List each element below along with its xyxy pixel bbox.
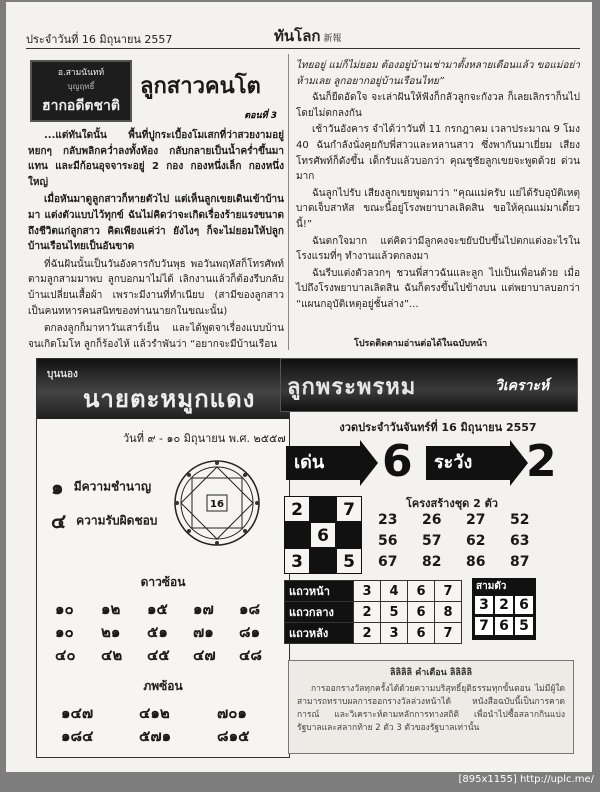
- summary-row: [285, 581, 462, 602]
- three-digit-number: ๘๑๕: [217, 727, 250, 745]
- continue-note: โปรดติดตามอ่านต่อได้ในฉบับหน้า: [354, 339, 488, 349]
- summary-value: 6: [408, 623, 435, 644]
- summary-value: 3: [354, 581, 381, 602]
- right-banner-title: ลูกพระพรหม: [287, 375, 417, 400]
- row-summary-table: [284, 580, 462, 644]
- left-banner-title: นายตะหมูกแดง: [83, 385, 256, 413]
- left-banner: [37, 359, 289, 419]
- summary-value: 2: [354, 602, 381, 623]
- feature-item: [51, 471, 151, 503]
- summary-row: [285, 602, 462, 623]
- pair-number: 23: [378, 512, 398, 528]
- image-footer: [895x1155] http://uplc.me/: [458, 774, 594, 785]
- two-digit-number: ๔๕: [147, 646, 170, 664]
- three-digit-cell: 7: [475, 617, 493, 635]
- episode-label: ตอนที่ 3: [244, 111, 277, 121]
- right-banner: [280, 358, 578, 412]
- two-digit-number: ๕๑: [147, 623, 168, 641]
- newspaper-page: [6, 2, 592, 772]
- watch-number: 2: [526, 436, 557, 487]
- three-digit-title: ภพซ้อน: [143, 679, 183, 693]
- three-digit-cell: 6: [515, 596, 533, 614]
- two-digit-number: ๗๑: [193, 623, 214, 641]
- warning-body: การออกรางวัลทุกครั้งได้ด้วยความบริสุทธิ์ยุติธรรมทุกขั้นตอน ไม่มีผู้ใดสามารถทราบผลการออกรางวัลล่วงหน้าได้ หนังสือฉบับนี้เป็นการคาดการณ์ และวิเคราะห์ตามหลักการทางสถิติ เพื่อนำไปซื้อสลากกินแบ่งรัฐบาลและสลากท้าย 2 ตัว 3 ตัวของรัฐบาลเท่านั้น: [297, 684, 565, 733]
- issue-date: ประจำวันที่ 16 มิถุนายน 2557: [26, 33, 173, 46]
- warning-note: [288, 660, 574, 754]
- pair-number: 27: [466, 512, 486, 528]
- right-banner-subtitle: วิเคราะห์: [495, 378, 550, 394]
- summary-value: 7: [435, 623, 462, 644]
- summary-value: 5: [381, 602, 408, 623]
- left-box-date: วันที่ ๙ - ๑๐ มิถุนายน พ.ศ. ๒๕๕๗: [123, 432, 286, 445]
- lead-arrow: [286, 446, 360, 480]
- three-digit-cell: 6: [495, 617, 513, 635]
- pair-number: 63: [510, 533, 530, 549]
- grid-cell: [310, 496, 336, 522]
- summary-value: 3: [381, 623, 408, 644]
- feature-text: มีความชำนาญ: [73, 479, 152, 494]
- pair-number: 56: [378, 533, 398, 549]
- three-digit-label: สามตัว: [476, 581, 507, 592]
- grid-cell: 7: [336, 496, 362, 522]
- pair-number: 67: [378, 554, 398, 570]
- story-paragraph: ไทยอยู่ แม่ก็ไม่ยอม ต้องอยู่บ้านเช่ามาตั้งหลายเดือนแล้ว ขอแม่อย่าห้ามเลย ลูกอยากอยู่บ้านเรือนไทย”: [296, 60, 580, 87]
- two-digit-number: ๒๑: [101, 623, 121, 641]
- paper-logo: [274, 24, 342, 48]
- feature-number: ๑: [51, 475, 64, 499]
- story-paragraph: ตกลงลูกก็มาหาวันเสาร์เย็น และได้พูดจาเรื่องแบบบ้านจนเกิดโมโห ลูกก็ร้องไห้ แล้วรำพันว่า “อยากจะมีบ้านเรือน: [28, 323, 284, 350]
- pair-number: 26: [422, 512, 442, 528]
- three-digit-number: ๑๔๗: [61, 704, 94, 722]
- summary-value: 8: [435, 602, 462, 623]
- summary-value: 6: [408, 602, 435, 623]
- story-left-column: [28, 128, 284, 354]
- story-paragraph: ...แต่ทันใดนั้น พื้นที่ปูกระเบื้องโมเสกที่ว่าสวยงามอยู่หยกๆ กลับพลิกคว่ำลงทั้งห้อง กลับกลายเป็นน้ำคร่ำขึ้นมาแทน และมีก้อนอุจจาระอยู่ 2 กอง กองหนึ่งเล็ก กองหนึ่งใหญ่: [28, 130, 284, 188]
- story-paragraph: ฉันลูกไปรับ เสียงลูกเขยพูดมาว่า “คุณแม่ครับ แย่ได้รับอุบัติเหตุบาดเจ็บสาหัส ขณะนี้อยู่โรงพยาบาลเลิดสิน ขอให้คุณแม่มาเดี๋ยวนี้!”: [296, 187, 580, 230]
- story-header: [28, 58, 283, 126]
- pair-number: 87: [510, 554, 530, 570]
- lead-number: 6: [382, 436, 413, 487]
- grid-cell: 2: [284, 496, 310, 522]
- three-digit-cell: 3: [475, 596, 493, 614]
- feature-text: ความรับผิดชอบ: [76, 513, 158, 528]
- two-digit-number: ๔๒: [101, 646, 123, 664]
- two-digit-number: ๑๐: [55, 600, 74, 618]
- story-title: ลูกสาวคนโต: [140, 74, 261, 99]
- three-digit-number: ๕๗๑: [139, 727, 172, 745]
- two-digit-number: ๔๘: [239, 646, 262, 664]
- pair-number: 82: [422, 554, 442, 570]
- column-tag: [30, 60, 132, 122]
- three-digit-cell: 2: [495, 596, 513, 614]
- logo-text: ทันโลก: [274, 27, 321, 45]
- two-digit-number: ๑๐: [55, 623, 74, 641]
- number-grid: [284, 496, 362, 574]
- three-digit-number: ๑๘๔: [61, 727, 94, 745]
- pair-number: 62: [466, 533, 486, 549]
- story-paragraph: เช้าวันอังคาร จำได้ว่าวันที่ 11 กรกฎาคม เวลาประมาณ 9 โมง 40 ฉันกำลังนั่งคุยกับพี่สาวและหลานสาว ซึ่งพากันมาเยี่ยม เสียงโทรศัพท์ก็ดังขึ้น เด็กรับแล้วบอกว่า คุณชูชัยลูกเขยจะพูดด้วย ด่วนมาก: [296, 124, 580, 183]
- two-digit-number: ๔๗: [193, 646, 216, 664]
- header-divider: [26, 48, 580, 49]
- three-digit-number: ๔๑๒: [139, 704, 170, 722]
- grid-cell: 6: [310, 522, 336, 548]
- two-digit-number: ๑๗: [193, 600, 214, 618]
- story-paragraph: เมื่อหันมาดูลูกสาวก็หายตัวไป แต่เห็นลูกเขยเดินเข้าบ้านมา แต่งตัวแบบไว้ทุกข์ ฉันไม่คิดว่าจะเกิดเรื่องร้ายแรงขนาดถึงชีวิตแก่ลูกสาว คิดเพียงแค่ว่า ยังไงๆ ก็จะไม่ยอมให้ปลูกบ้านเรือนไทยเป็นอันขาด: [28, 194, 284, 253]
- tag-series: บุญฤทธิ์: [67, 82, 95, 91]
- pair-number: 57: [422, 533, 442, 549]
- story-paragraph: ฉันตกใจมาก แต่คิดว่ามีลูกคงจะขยับปับขึ้นไปตกแต่งอะไรในโรงแรมที่ๆ ทำงานแล้วตกลงมา: [296, 235, 580, 263]
- grid-cell: 3: [284, 548, 310, 574]
- logo-subtext: 新報: [323, 34, 342, 44]
- draw-date: งวดประจำวันจันทร์ที่ 16 มิถุนายน 2557: [339, 421, 537, 434]
- three-digit-number: ๗๐๑: [217, 704, 247, 722]
- three-digit-cell: 5: [515, 617, 533, 635]
- two-digit-number: ๘๑: [239, 623, 261, 641]
- story-paragraph: ฉันก็ยืดอัดใจ จะเล่าฝันให้ฟังก็กลัวลูกจะกังวล ก็เลยเลิกราก็นไปโดยไม่ตกลงกัน: [296, 92, 580, 119]
- three-digit-box: [472, 578, 536, 640]
- column-divider: [288, 54, 289, 350]
- wheel-center-number: 16: [210, 499, 224, 510]
- grid-cell: [336, 522, 362, 548]
- story-right-column: [296, 58, 580, 314]
- pair-number: 86: [466, 554, 486, 570]
- two-digit-title: ดาวซ้อน: [140, 575, 186, 589]
- summary-row-label: แถวหน้า: [285, 581, 354, 602]
- summary-row-label: แถวหลัง: [285, 623, 354, 644]
- story-paragraph: ฉันรีบแต่งตัวลวกๆ ชวนพี่สาวฉันและลูก ไปเป็นเพื่อนด้วย เมื่อไปถึงโรงพยาบาลเลิดสิน ฉันก็ตรงขึ้นไปข้างบน แต่พยาบาลบอกว่า “แผนกอุบัติเหตุอยู่ชั้นล่าง”...: [296, 267, 580, 310]
- warning-title: ลิลิลิลิ คำเตือน ลิลิลิลิ: [390, 668, 472, 678]
- astrology-wheel: [171, 457, 263, 549]
- two-digit-number: ๔๐: [55, 646, 76, 664]
- tag-author: อ.สามนันทท์: [57, 68, 105, 78]
- two-digit-number: ๑๕: [147, 600, 168, 618]
- watch-arrow: [426, 446, 510, 480]
- grid-cell: 5: [336, 548, 362, 574]
- left-banner-subtitle: บุนนอง: [47, 369, 78, 380]
- grid-cell: [310, 548, 336, 574]
- two-digit-number: ๑๘: [239, 600, 261, 618]
- two-digit-number: ๑๒: [101, 600, 121, 618]
- watch-label: ระวัง: [434, 452, 473, 473]
- grid-cell: [284, 522, 310, 548]
- summary-value: 6: [408, 581, 435, 602]
- summary-value: 7: [435, 581, 462, 602]
- summary-row-label: แถวกลาง: [285, 602, 354, 623]
- lead-label: เด่น: [294, 452, 325, 473]
- tag-name: ฮากอดีตชาติ: [42, 98, 120, 114]
- feature-item: [51, 505, 157, 537]
- left-lottery-box: [36, 358, 290, 758]
- pair-number: 52: [510, 512, 530, 528]
- summary-row: [285, 623, 462, 644]
- feature-number: ๔: [51, 509, 67, 533]
- right-lottery-box: [278, 358, 578, 756]
- story-paragraph: ที่ฉันฝันนั้นเป็นวันอังคารกับวันพุธ พอวันพฤหัสก็โทรศัพท์ตามลูกสามมาพบ ลูกบอกมาไม่ได้ เลิกงานแล้วก็ต้องรีบกลับบ้านเปลี่ยนเสื้อผ้า เพราะมีงานที่ทำเนียบ (สามีของลูกสาว เป็นคนทหารคนสนิทของท่านนายกในขณะนั้น): [28, 258, 284, 317]
- structure-title: โครงสร้างชุด 2 ตัว: [406, 497, 498, 510]
- summary-value: 4: [381, 581, 408, 602]
- summary-value: 2: [354, 623, 381, 644]
